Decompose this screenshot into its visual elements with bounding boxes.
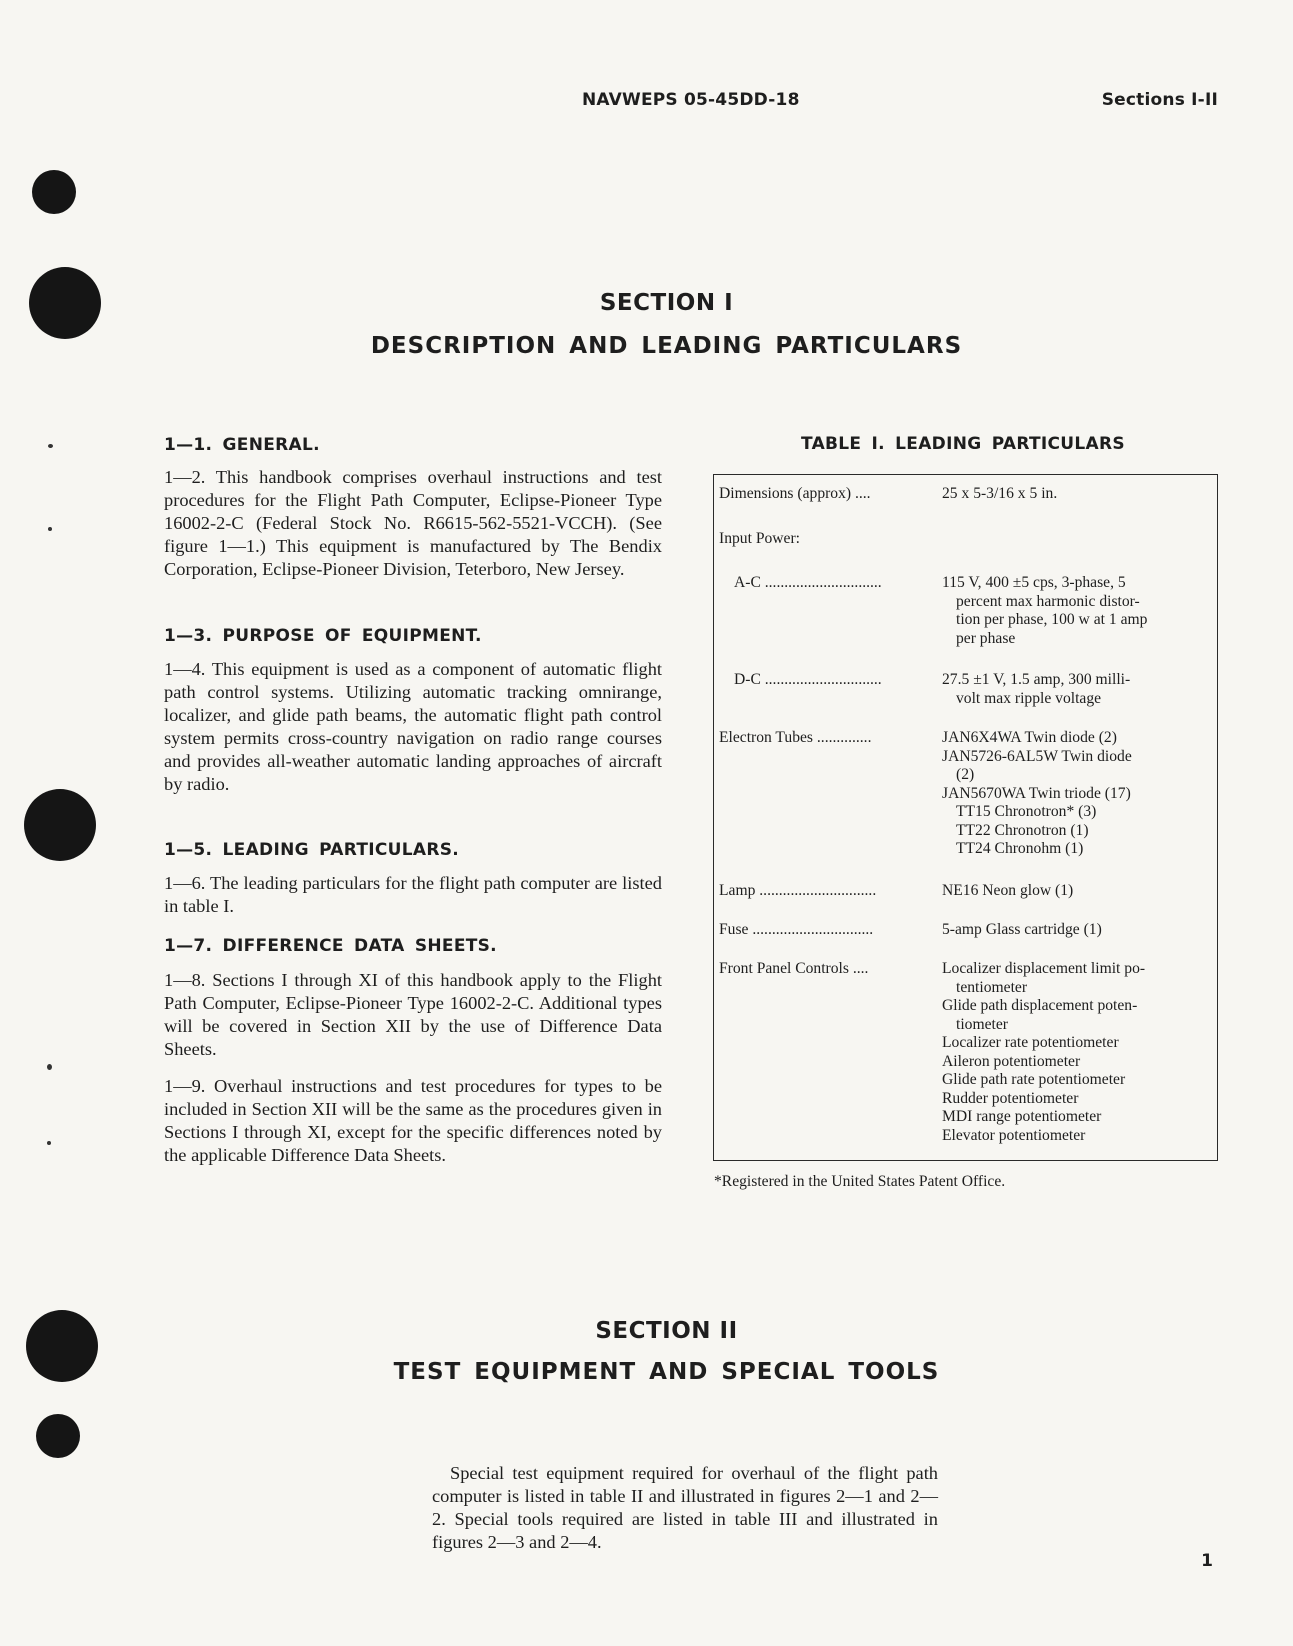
value-line: 27.5 ±1 V, 1.5 amp, 300 milli- [942, 671, 1131, 688]
margin-mark [47, 1064, 52, 1070]
row-label: D-C .............................. [734, 671, 882, 688]
value-line: tiometer [956, 1015, 1008, 1033]
value-line: MDI range potentiometer [942, 1108, 1102, 1125]
heading-purpose-of-equipment: 1—3. PURPOSE OF EQUIPMENT. [164, 626, 482, 646]
value-line: percent max harmonic distor- [956, 592, 1140, 610]
value-line: Glide path rate potentiometer [942, 1071, 1126, 1088]
punch-hole [36, 1414, 80, 1458]
value-line: Elevator potentiometer [942, 1126, 1086, 1144]
section-1-title: SECTION I [599, 290, 734, 316]
value-line: Localizer displacement limit po- [942, 960, 1146, 977]
row-label: Lamp .............................. [719, 882, 877, 899]
page-number: 1 [1201, 1551, 1213, 1571]
value-line: 25 x 5-3/16 x 5 in. [942, 485, 1058, 502]
row-value [942, 921, 1204, 940]
row-value [942, 960, 1204, 1145]
value-line: JAN5726-6AL5W Twin diode [942, 747, 1132, 765]
value-line: (2) [956, 766, 975, 783]
row-value [942, 882, 1204, 901]
value-line: TT22 Chronotron (1) [956, 821, 1089, 839]
value-line: 5-amp Glass cartridge (1) [942, 921, 1102, 938]
margin-mark [48, 527, 52, 531]
heading-difference-data-sheets: 1—7. DIFFERENCE DATA SHEETS. [164, 936, 497, 956]
margin-mark [47, 1141, 51, 1145]
row-label: Input Power: [719, 530, 800, 547]
row-label: Electron Tubes .............. [719, 729, 872, 746]
section-1-subtitle: DESCRIPTION AND LEADING PARTICULARS [370, 333, 963, 359]
value-line: volt max ripple voltage [956, 689, 1102, 707]
section-2-subtitle: TEST EQUIPMENT AND SPECIAL TOOLS [393, 1359, 940, 1385]
paragraph-1-2: 1—2. This handbook comprises overhaul instructions and test procedures for the Flight Path Computer, Eclipse-Pioneer Type 16002-2-C (Federal Stock No. R6615-562-5521-VCCH). (See figure 1—1.) This equipment is manufactured by The Bendix Corporation, Eclipse-Pioneer Division, Teterboro, New Jersey. [164, 467, 662, 579]
paragraph-1-6: 1—6. The leading particulars for the flight path computer are listed in table I. [164, 873, 662, 916]
section-2-paragraph: Special test equipment required for overhaul of the flight path computer is listed in table II and illustrated in figures 2—1 and 2—2. Special tools required are listed in table III and illustrated in figures 2—3 and 2—4. [432, 1463, 938, 1552]
row-value [942, 729, 1204, 859]
paragraph-1-8: 1—8. Sections I through XI of this handbook apply to the Flight Path Computer, Eclipse-Pioneer Type 16002-2-C. Additional types will be covered in Section XII by the use of Difference Data Sheets. [164, 970, 662, 1059]
row-label: Fuse ............................... [719, 921, 874, 938]
table-footnote: *Registered in the United States Patent Office. [714, 1173, 1006, 1190]
value-line: NE16 Neon glow (1) [942, 882, 1074, 899]
row-value [942, 574, 1204, 648]
punch-hole [32, 170, 76, 214]
value-line: JAN5670WA Twin triode (17) [942, 784, 1131, 802]
row-label: Front Panel Controls .... [719, 960, 869, 977]
value-line: Localizer rate potentiometer [942, 1034, 1119, 1051]
document-number: NAVWEPS 05-45DD-18 [582, 90, 800, 110]
value-line: tion per phase, 100 w at 1 amp [956, 611, 1148, 628]
table-1 [713, 474, 1218, 1161]
margin-mark [48, 444, 53, 448]
section-range: Sections I-II [1101, 90, 1218, 110]
value-line: Rudder potentiometer [942, 1089, 1079, 1107]
value-line: per phase [956, 629, 1016, 647]
value-line: Glide path displacement poten- [942, 997, 1138, 1014]
heading-leading-particulars: 1—5. LEADING PARTICULARS. [164, 840, 460, 860]
value-line: tentiometer [956, 978, 1028, 996]
value-line: TT15 Chronotron* (3) [956, 803, 1097, 820]
paragraph-1-4: 1—4. This equipment is used as a component of automatic flight path control systems. Utilizing automatic tracking omnirange, localizer, and glide path beams, the automatic flight path control system permits cross-country navigation on radio range courses and provides all-weather automatic landing approaches of aircraft by radio. [164, 659, 662, 794]
heading-general: 1—1. GENERAL. [164, 435, 320, 455]
value-line: TT24 Chronohm (1) [956, 840, 1084, 857]
row-value [942, 671, 1204, 708]
row-label: A-C .............................. [734, 574, 882, 591]
row-value [942, 485, 1204, 504]
value-line: 115 V, 400 ±5 cps, 3-phase, 5 [942, 574, 1126, 591]
punch-hole [24, 789, 96, 861]
row-label: Dimensions (approx) .... [719, 485, 871, 502]
section-2-title: SECTION II [595, 1318, 738, 1344]
table-1-title: TABLE I. LEADING PARTICULARS [801, 434, 1125, 454]
value-line: JAN6X4WA Twin diode (2) [942, 729, 1117, 746]
value-line: Aileron potentiometer [942, 1052, 1081, 1070]
paragraph-1-9: 1—9. Overhaul instructions and test procedures for types to be included in Section XII will be the same as the procedures given in Sections I through XI, except for the specific differences noted by the applicable Difference Data Sheets. [164, 1076, 662, 1165]
